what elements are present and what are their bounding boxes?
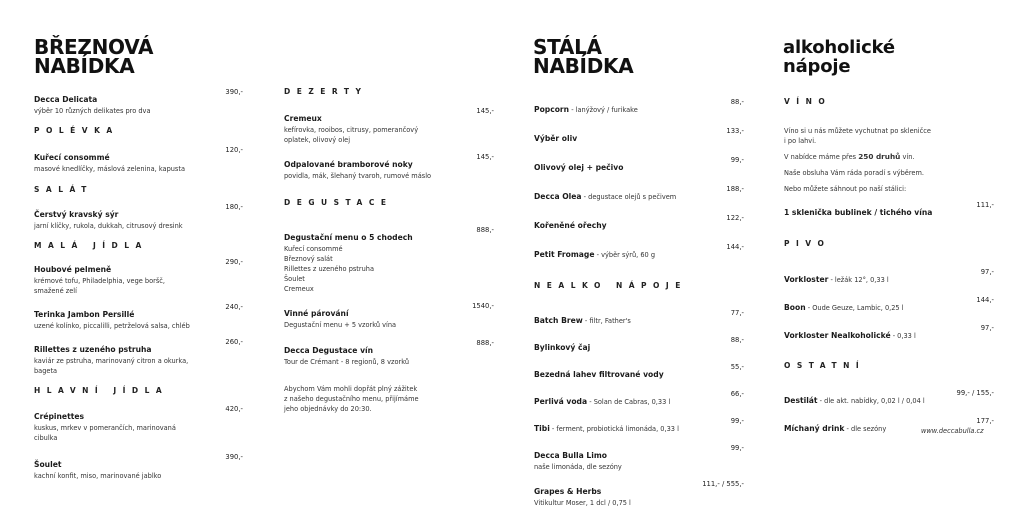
vino-text-line: Víno si u nás můžete vychutnat po skleničce <box>784 127 931 135</box>
menu-item-vorkloster <box>784 267 994 286</box>
note-line: jeho objednávky do 20:30. <box>284 405 372 413</box>
item-name: Výběr oliv <box>534 134 578 143</box>
item-price: 55,- <box>730 363 744 371</box>
item-desc: bageta <box>34 367 58 375</box>
note-line: z našeho degustačního menu, přijímáme <box>284 395 419 403</box>
item-desc: povidla, mák, šlehaný tvaroh, rumové máslo <box>284 172 432 180</box>
menu-item-vorkloster-nealko <box>784 323 994 342</box>
item-price: 390,- <box>225 88 243 96</box>
section-title-hlavni-jidla: HLAVNÍ JÍDLA <box>34 386 169 395</box>
item-desc: - degustace olejů s pečivem <box>581 193 677 201</box>
item-name: Decca Olea <box>534 192 582 201</box>
menu-item-kravsky-syr <box>34 202 243 231</box>
item-name: Perlivá voda <box>534 397 588 406</box>
menu-item-bezedna-lahev <box>534 362 744 381</box>
menu-item-batch-brew <box>534 308 744 327</box>
item-desc: Vitikultur Moser, 1 dcl / 0,75 l <box>534 499 631 507</box>
menu-item-tibi <box>534 416 744 435</box>
menu-item-decca-delicata <box>34 87 243 116</box>
item-desc: oplatek, olivový olej <box>284 136 351 144</box>
column-stala-nabidka <box>534 97 744 508</box>
item-name: Kořeněné ořechy <box>534 221 607 230</box>
title-alkoholicke-napoje <box>783 38 895 76</box>
item-price: 240,- <box>225 303 243 311</box>
item-desc: kuskus, mrkev v pomerančích, marinovaná <box>34 424 176 432</box>
item-price: 99,- <box>730 444 744 452</box>
item-desc: - dle sezóny <box>844 425 887 433</box>
menu-item-sklenicka-vina <box>784 200 994 219</box>
item-desc: - dle akt. nabídky, 0,02 l / 0,04 l <box>817 397 925 405</box>
vino-text: V nabídce máme přes <box>784 153 859 161</box>
item-name: Vorkloster Nealkoholické <box>784 331 891 340</box>
menu-item-vyber-oliv <box>534 126 744 145</box>
item-price: 122,- <box>726 214 744 222</box>
item-name: Crépinettes <box>34 412 84 421</box>
item-desc: výběr 10 různých delikates pro dva <box>34 107 151 115</box>
item-name: Batch Brew <box>534 316 583 325</box>
item-price: 133,- <box>726 127 744 135</box>
item-price: 177,- <box>976 417 994 425</box>
section-title-ostatni: OSTATNÍ <box>784 361 866 370</box>
menu-item-petit-fromage <box>534 242 744 261</box>
item-price: 66,- <box>730 390 744 398</box>
item-name: Petit Fromage <box>534 250 595 259</box>
item-name: Olivový olej + pečivo <box>534 163 624 172</box>
item-price: 111,- / 555,- <box>702 480 744 488</box>
menu-item-koreneme-orechy <box>534 213 744 232</box>
menu-item-popcorn <box>534 97 744 116</box>
item-price: 99,- <box>730 156 744 164</box>
item-desc: naše limonáda, dle sezóny <box>534 463 622 471</box>
item-price: 77,- <box>730 309 744 317</box>
item-desc: Tour de Crémant - 8 regionů, 8 vzorků <box>284 358 409 366</box>
item-desc: kachní konfit, miso, marinované jablko <box>34 472 162 480</box>
vino-text-line: Nebo můžete sáhnout po naší stálici: <box>784 185 907 193</box>
menu-item-houbove-pelmene <box>34 257 243 296</box>
item-price: 111,- <box>976 201 994 209</box>
degustace-note <box>284 384 494 414</box>
title-line: nápoje <box>783 56 851 77</box>
item-name: Míchaný drink <box>784 424 845 433</box>
item-name: Destilát <box>784 396 818 405</box>
item-desc: - ležák 12°, 0,33 l <box>828 276 889 284</box>
item-price: 144,- <box>976 296 994 304</box>
menu-item-soulet <box>34 452 243 481</box>
item-desc: - Solan de Cabras, 0,33 l <box>587 398 671 406</box>
item-name: Decca Bulla Limo <box>534 451 607 460</box>
item-desc: - lanýžový / furikake <box>569 106 638 114</box>
section-title-nealko: NEALKO NÁPOJE <box>534 281 687 290</box>
item-name: Houbové pelmeně <box>34 265 112 274</box>
menu-item-olivovy-olej <box>534 155 744 174</box>
item-price: 97,- <box>980 268 994 276</box>
section-title-dezerty: DEZERTY <box>284 87 368 96</box>
item-name: Boon <box>784 303 806 312</box>
item-desc: - 0,33 l <box>890 332 916 340</box>
vino-intro <box>784 126 994 146</box>
item-name: Rillettes z uzeného pstruha <box>34 345 152 354</box>
item-name: Decca Degustace vín <box>284 346 374 355</box>
item-price: 180,- <box>225 203 243 211</box>
item-price: 144,- <box>726 243 744 251</box>
menu-item-degustacni-menu <box>284 225 494 294</box>
item-name: Šoulet <box>34 460 62 469</box>
item-name: Odpalované bramborové noky <box>284 160 413 169</box>
item-desc: krémové tofu, Philadelphia, vege boršč, <box>34 277 166 285</box>
menu-item-vinne-parovani <box>284 301 494 330</box>
vino-druhy-count: 250 druhů <box>858 152 901 161</box>
item-price: 290,- <box>225 258 243 266</box>
item-desc: Březnový salát <box>284 255 333 263</box>
item-desc: kaviár ze pstruha, marinovaný citron a okurka, <box>34 357 189 365</box>
title-line: NABÍDKA <box>533 54 634 78</box>
item-name: 1 sklenička bublinek / tichého vína <box>784 208 933 217</box>
section-title-mala-jidla: MALÁ JÍDLA <box>34 241 148 250</box>
item-price: 390,- <box>225 453 243 461</box>
item-desc: jarní klíčky, rukola, dukkah, citrusový dresink <box>34 222 183 230</box>
item-price: 99,- / 155,- <box>956 389 994 397</box>
item-price: 260,- <box>225 338 243 346</box>
section-title-vino: VÍNO <box>784 97 832 106</box>
menu-item-terinka <box>34 302 243 331</box>
item-price: 88,- <box>730 98 744 106</box>
menu-item-rillettes <box>34 337 243 376</box>
note-line: Abychom Vám mohli dopřát plný zážitek <box>284 385 418 393</box>
item-desc: uzené kolínko, piccalilli, petrželová salsa, chléb <box>34 322 190 330</box>
vino-text-line: Naše obsluha Vám ráda poradí s výběrem. <box>784 169 924 177</box>
item-name: Bylinkový čaj <box>534 343 591 352</box>
item-name: Cremeux <box>284 114 322 123</box>
section-title-degustace: DEGUSTACE <box>284 198 393 207</box>
item-name: Kuřecí consommé <box>34 153 110 162</box>
item-name: Bezedná lahev filtrované vody <box>534 370 664 379</box>
item-desc: - ferment, probiotická limonáda, 0,33 l <box>549 425 679 433</box>
item-price: 120,- <box>225 146 243 154</box>
item-desc: Degustační menu + 5 vzorků vína <box>284 321 397 329</box>
title-line: BŘEZNOVÁ <box>34 35 154 59</box>
item-desc: cibulka <box>34 434 58 442</box>
menu-item-degustace-vin <box>284 338 494 367</box>
item-name: Tibi <box>534 424 550 433</box>
item-desc: Šoulet <box>284 275 305 283</box>
item-desc: - Oude Geuze, Lambic, 0,25 l <box>805 304 904 312</box>
menu-item-decca-olea <box>534 184 744 203</box>
menu-item-destilat <box>784 388 994 407</box>
item-name: Grapes & Herbs <box>534 487 602 496</box>
item-price: 420,- <box>225 405 243 413</box>
column-alkoholicke <box>784 97 994 435</box>
item-name: Vinné párování <box>284 309 349 318</box>
item-name: Decca Delicata <box>34 95 98 104</box>
item-name: Vorkloster <box>784 275 829 284</box>
item-desc: - filtr, Father's <box>582 317 631 325</box>
menu-item-grapes-herbs <box>534 479 744 508</box>
title-line: NABÍDKA <box>34 54 135 78</box>
item-name: Čerstvý kravský sýr <box>34 210 119 219</box>
item-desc: Rillettes z uzeného pstruha <box>284 265 375 273</box>
item-desc: Kuřecí consommé <box>284 245 343 253</box>
item-name: Degustační menu o 5 chodech <box>284 233 413 242</box>
item-price: 145,- <box>476 153 494 161</box>
menu-item-cremeux <box>284 106 494 145</box>
menu-item-bylinkovy-caj <box>534 335 744 354</box>
item-price: 145,- <box>476 107 494 115</box>
item-name: Terinka Jambon Persillé <box>34 310 135 319</box>
item-price: 888,- <box>476 339 494 347</box>
item-price: 88,- <box>730 336 744 344</box>
menu-item-boon <box>784 295 994 314</box>
item-desc: Cremeux <box>284 285 314 293</box>
item-price: 97,- <box>980 324 994 332</box>
section-title-salat: SALÁT <box>34 185 93 194</box>
vino-text-line: i po lahvi. <box>784 137 817 145</box>
menu-item-perliva-voda <box>534 389 744 408</box>
item-desc: kefírovka, rooibos, citrusy, pomerančový <box>284 126 419 134</box>
menu-item-decca-bulla-limo <box>534 443 744 472</box>
item-desc: smažené zelí <box>34 287 77 295</box>
item-price: 188,- <box>726 185 744 193</box>
item-price: 888,- <box>476 226 494 234</box>
title-line: STÁLÁ <box>533 35 602 59</box>
item-price: 99,- <box>730 417 744 425</box>
website-link[interactable]: www.deccabulla.cz <box>921 427 984 435</box>
menu-item-kureci-consomme <box>34 145 243 174</box>
item-desc: - výběr sýrů, 60 g <box>594 251 656 259</box>
section-title-pivo: PIVO <box>784 239 831 248</box>
item-price: 1540,- <box>472 302 494 310</box>
section-title-polevka: POLÉVKA <box>34 126 119 135</box>
item-name: Popcorn <box>534 105 570 114</box>
title-breznova-nabidka <box>34 35 154 78</box>
column-dezerty-degustace <box>284 87 494 414</box>
column-breznova <box>34 87 243 481</box>
title-stala-nabidka <box>533 35 634 78</box>
title-line: alkoholické <box>783 37 895 58</box>
vino-druhy-line <box>784 152 994 162</box>
menu-item-bramborove-noky <box>284 152 494 181</box>
vino-text: vín. <box>900 153 915 161</box>
item-desc: masové knedlíčky, máslová zelenina, kapusta <box>34 165 185 173</box>
menu-item-crepinettes <box>34 404 243 443</box>
